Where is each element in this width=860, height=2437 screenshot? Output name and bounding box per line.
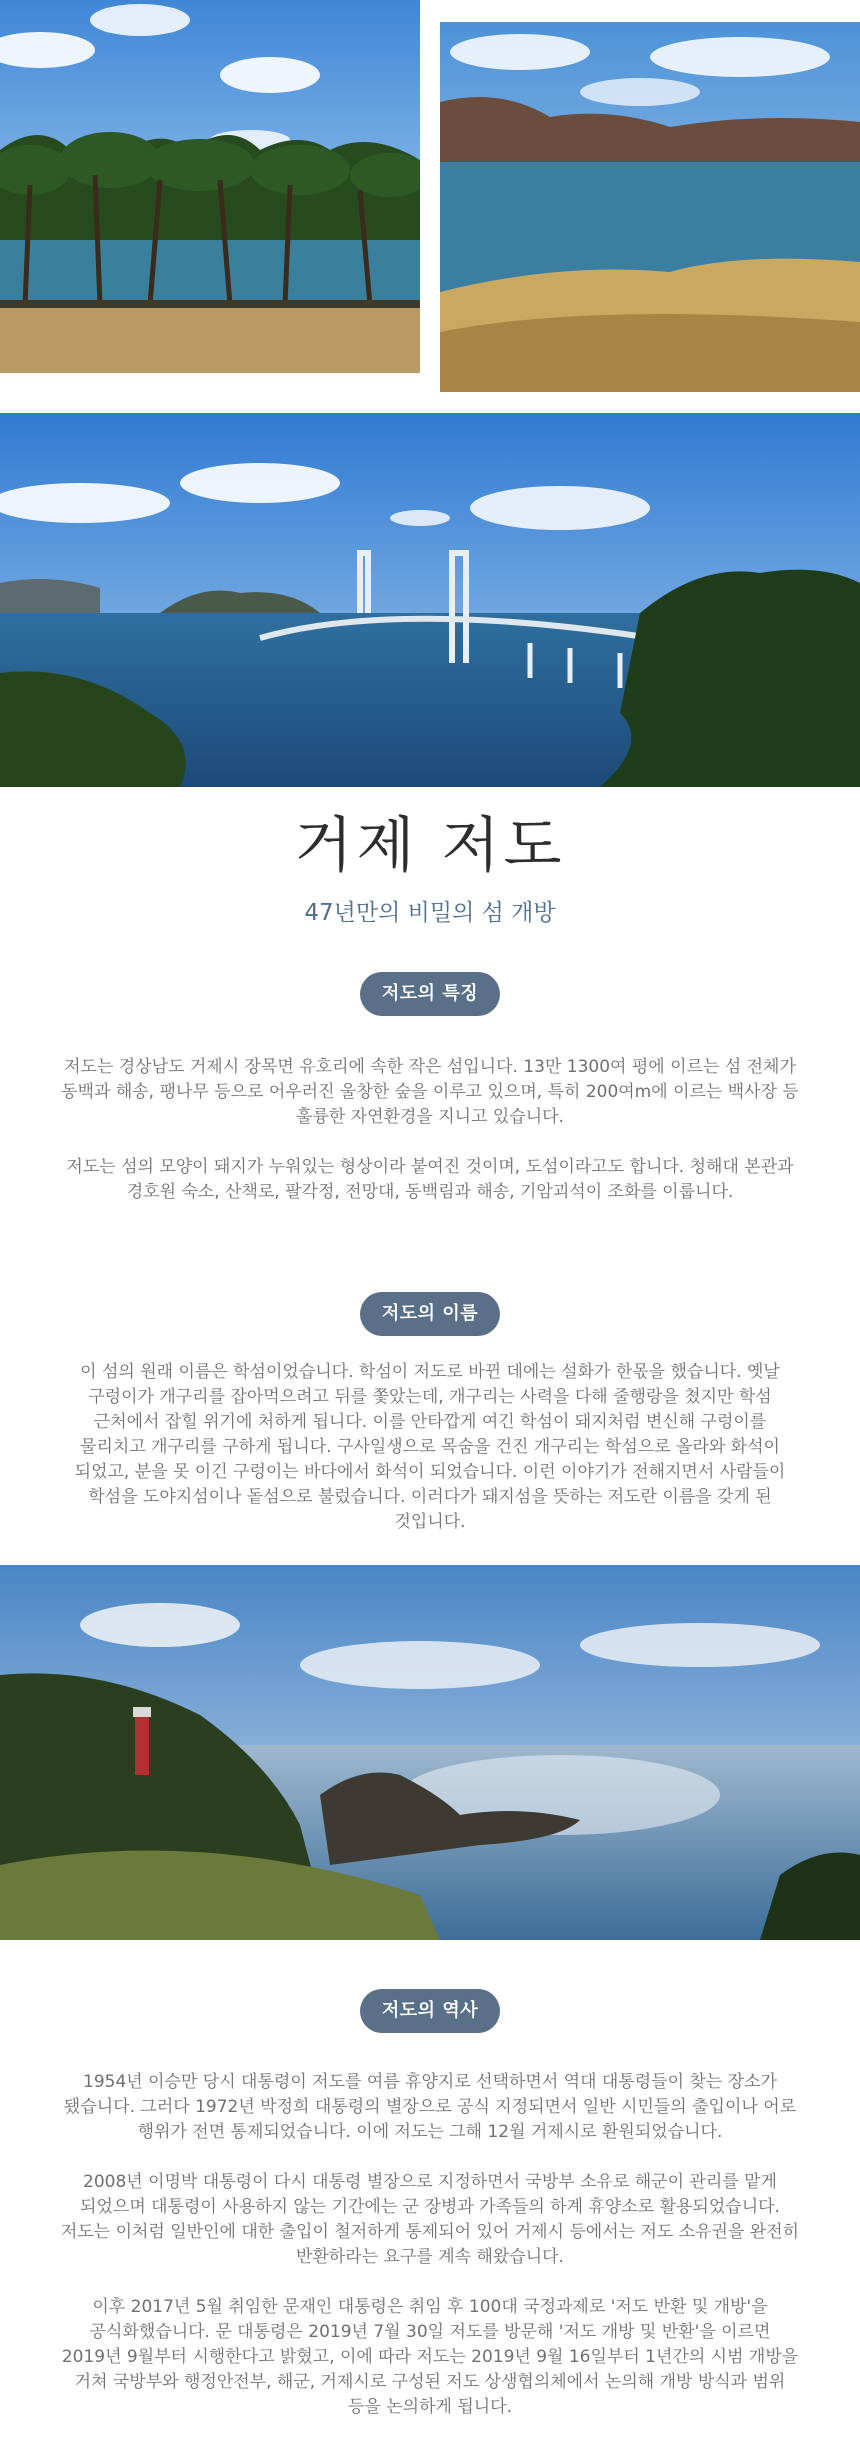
page-title: 거제 저도 bbox=[294, 811, 566, 881]
name-paragraph-1: 이 섬의 원래 이름은 학섬이었습니다. 학섬이 저도로 바뀐 데에는 설화가 한몫을 했습니다. 옛날 구렁이가 개구리를 잡아먹으려고 뒤를 쫓았는데, 개구리는 사력을 다해 줄행랑을 쳤지만 학섬 근처에서 잡힐 위기에 처하게 됩니다. 이를 안타깝게 여긴 학섬이 돼지처럼 변신해 구렁이를 물리치고 개구리를 구하게 됩니다. 구사일생으로 목숨을 건진 개구리는 학섬으로 올라와 화석이 되었고, 분을 못 이긴 구렁이는 바다에서 화석이 되었습니다. 이런 이야기가 전해지면서 사람들이 학섬을 도야지섬이나 돝섬으로 불렀습니다. 이러다가 돼지섬을 뜻하는 저도란 이름을 갖게 된 것입니다. bbox=[74, 1362, 786, 1532]
page-subtitle: 47년만의 비밀의 섬 개방 bbox=[304, 900, 556, 926]
bridge-photo bbox=[0, 413, 860, 787]
lighthouse-coast-image bbox=[0, 1565, 860, 1940]
features-heading: 저도의 특징 bbox=[360, 972, 500, 1016]
pine-trees-image bbox=[0, 0, 420, 373]
coastal-hill-photo bbox=[440, 22, 860, 392]
name-section bbox=[0, 1292, 860, 1535]
lighthouse-coast-photo bbox=[0, 1565, 860, 1940]
history-paragraph-1: 1954년 이승만 당시 대통령이 저도를 여름 휴양지로 선택하면서 역대 대통령들이 찾는 장소가 됐습니다. 그러다 1972년 박정희 대통령의 별장으로 공식 지정되면서 일반 시민들의 출입이나 어로 행위가 전면 통제되었습니다. 이에 저도는 그해 12월 거제시로 환원되었습니다. bbox=[63, 2072, 797, 2142]
history-section bbox=[0, 1989, 860, 2420]
history-paragraph-2: 2008년 이명박 대통령이 다시 대통령 별장으로 지정하면서 국방부 소유로 해군이 관리를 맡게 되었으며 대통령이 사용하지 않는 기간에는 군 장병과 가족들의 하계 휴양소로 활용되었습니다. 저도는 이처럼 일반인에 대한 출입이 철저하게 통제되어 있어 거제시 등에서는 저도 소유권을 완전히 반환하라는 요구를 계속 해왔습니다. bbox=[60, 2172, 800, 2267]
pine-trees-photo bbox=[0, 0, 420, 373]
features-paragraph-1: 저도는 경상남도 거제시 장목면 유호리에 속한 작은 섬입니다. 13만 1300여 평에 이르는 섬 전체가 동백과 해송, 팽나무 등으로 어우러진 울창한 숲을 이루고 있으며, 특히 200여m에 이르는 백사장 등 훌륭한 자연환경을 지니고 있습니다. bbox=[61, 1057, 799, 1127]
name-heading: 저도의 이름 bbox=[360, 1292, 500, 1336]
history-paragraph-3: 이후 2017년 5월 취임한 문재인 대통령은 취임 후 100대 국정과제로 '저도 반환 및 개방'을 공식화했습니다. 문 대통령은 2019년 7월 30일 저도를 방문해 '저도 개방 및 반환'을 이르면 2019년 9월부터 시행한다고 밝혔고, 이에 따라 저도는 2019년 9월 16일부터 1년간의 시범 개방을 거쳐 국방부와 행정안전부, 해군, 거제시로 구성된 저도 상생협의체에서 논의해 개방 방식과 범위 등을 논의하게 됩니다. bbox=[61, 2297, 799, 2417]
coastal-hill-image bbox=[440, 22, 860, 392]
features-section bbox=[0, 972, 860, 1205]
title-block bbox=[0, 806, 860, 930]
features-paragraph-2: 저도는 섬의 모양이 돼지가 누워있는 형상이라 붙여진 것이며, 도섬이라고도 합니다. 청해대 본관과 경호원 숙소, 산책로, 팔각정, 전망대, 동백림과 해송, 기암괴석이 조화를 이룹니다. bbox=[66, 1157, 794, 1202]
history-heading: 저도의 역사 bbox=[360, 1989, 500, 2033]
bridge-image bbox=[0, 413, 860, 787]
